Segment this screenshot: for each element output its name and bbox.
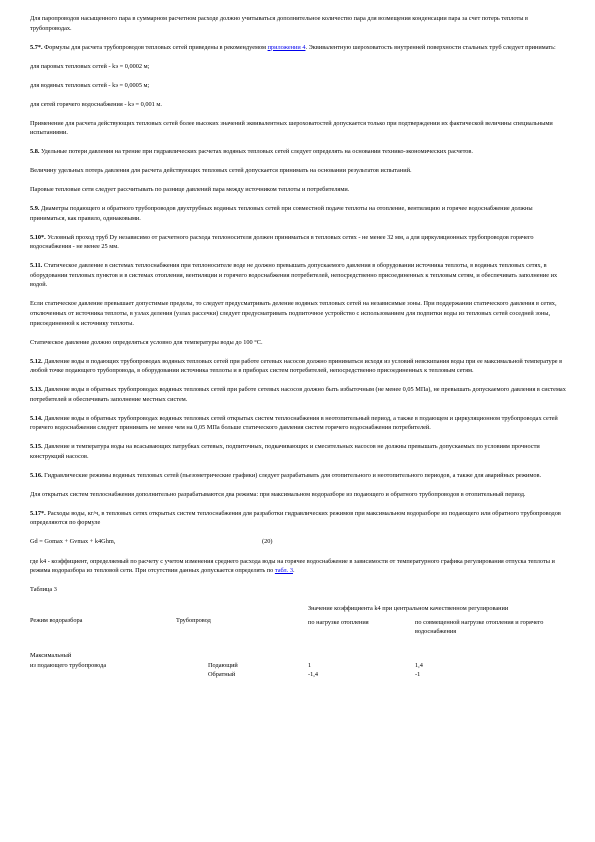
clause-text: Гидравлические режимы водяных тепловых сетей (пьезометрические графики) следует разрабатывать для отопительного и неотопительного периодов, а также для аварийных режимов. [42, 471, 542, 479]
paragraph-pressure-loss-tests: Величину удельных потерь давления для расчета действующих тепловых сетей допускается принимать на основании результатов испытаний. [30, 167, 412, 175]
clause-5-14 [30, 414, 570, 433]
paragraph-roughness-tests: Применение для расчета действующих тепловых сетей более высоких значений эквивалентных шероховатостей допускается только при подтверждении их фактической величины специальными испытаниями. [30, 119, 553, 137]
header-heating-load: по нагрузке отопления [308, 618, 369, 626]
header-coefficient: Значение коэффициента k4 при центральном качественном регулировании [308, 605, 509, 613]
clause-text: Диаметры подающего и обратного трубопроводов двухтрубных водяных тепловых сетей при совместной подаче теплоты на отопление, вентиляцию и горячее водоснабжение должны приниматься, как правило, одинаковыми. [30, 205, 533, 222]
document-page [30, 14, 570, 680]
clause-number: 5.17*. [30, 509, 46, 517]
formula-number: (20) [262, 538, 273, 546]
table-row [30, 670, 570, 680]
clause-5-16 [30, 471, 570, 481]
clause-number: 5.14. [30, 414, 43, 422]
clause-text: . Эквивалентную шероховатость внутренней поверхности стальных труб следует принимать: [305, 43, 556, 51]
formula-20 [30, 537, 570, 547]
clause-number: 5.15. [30, 443, 43, 451]
cell-value: -1 [415, 671, 421, 679]
cell-pipe: Подающий [208, 661, 238, 669]
roughness-hot-water: для сетей горячего водоснабжения - kэ = 0,001 м. [30, 100, 162, 108]
paragraph-k4-definition [30, 557, 570, 576]
clause-number: 5.11. [30, 262, 43, 270]
row-label-supply-mode: из подающего трубопровода [30, 661, 107, 669]
table-header-row [30, 604, 570, 618]
paragraph-open-systems: Для открытых систем теплоснабжения дополнительно разрабатываются два режима: при максимальном водоразборе из подающего и обратного трубопроводов в отопительный период. [30, 490, 526, 498]
table-row [30, 637, 570, 661]
paragraph-independent-zones: Если статическое давление превышает допустимые пределы, то следует предусматривать деление водяных тепловых сетей на независимые зоны. При поддержании статического давления в сетях, отключенных от источника теплоты, в узлах деления (узлах рассечки) следует предусматривать подпиточное устройство с использованием для подпитки воды из тепловых сетей соседней зоны, присоединенной к источнику теплоты. [30, 300, 557, 327]
cell-value: 1 [308, 661, 312, 669]
cell-value: 1,4 [415, 661, 423, 669]
clause-5-12 [30, 357, 570, 376]
clause-5-10 [30, 233, 570, 252]
clause-number: 5.8. [30, 148, 40, 156]
appendix-4-link[interactable]: приложении 4 [267, 43, 306, 51]
clause-5-7 [30, 43, 570, 53]
clause-text: Условный проход труб Dy независимо от расчетного расхода теплоносителя должен приниматься в тепловых сетях - не менее 32 мм, а для циркуляционных трубопроводов горячего водоснабжения - не менее 25 мм. [30, 233, 534, 251]
clause-text: Статическое давление в системах теплоснабжения при теплоносителе воде не должно превышать допускаемого давления в оборудовании источника теплоты, в водяных тепловых сетях, в оборудовании тепловых пунктов и в системах отопления, вентиляции и горячего водоснабжения потребителей, непосредственно присоединенных к тепловым сетям, и обеспечивать заполнение их водой. [30, 262, 558, 289]
row-label-max: Максимальный [30, 651, 72, 659]
clause-5-8 [30, 147, 570, 157]
clause-5-17 [30, 509, 570, 528]
cell-value: -1,4 [308, 671, 318, 679]
clause-5-13 [30, 385, 570, 404]
clause-number: 5.16. [30, 471, 43, 479]
clause-5-9 [30, 204, 570, 223]
header-pipe: Трубопровод [176, 616, 211, 624]
k4-text: где k4 - коэффициент, определяемый по расчету с учетом изменения среднего расхода воды на горячее водоснабжение в зависимости от температурного графика регулирования отпуска теплоты и режима водоразбора из тепловой сети. При отсутствии данных допускается определять по [30, 557, 555, 575]
clause-text: Давление и температура воды на всасывающих патрубках сетевых, подпиточных, подкачивающих и смесительных насосов не должны превышать допускаемых по условиям прочности конструкций насосов. [30, 443, 540, 460]
clause-number: 5.13. [30, 386, 43, 394]
table-row [30, 661, 570, 671]
clause-number: 5.12. [30, 357, 43, 365]
table-3 [30, 604, 570, 680]
clause-text: Удельные потери давления на трение при гидравлических расчетах водяных тепловых сетей следует определять на основании технико-экономических расчетов. [39, 148, 473, 156]
header-combined-load: по совмещенной нагрузке отопления и горячего водоснабжения [415, 618, 544, 636]
table-caption: Таблица 3 [30, 586, 57, 594]
table-3-link[interactable]: табл. 3 [274, 567, 294, 575]
clause-text: Давление воды в обратных трубопроводах водяных тепловых сетей открытых систем теплоснабжения в неотопительный период, а также в подающем и циркуляционном трубопроводах сетей горячего водоснабжения следует принимать не менее чем на 0,05 МПа больше статического давления систем горячего водоснабжения потребителей. [30, 414, 558, 432]
clause-number: 5.10*. [30, 233, 46, 241]
paragraph-static-pressure: Статическое давление должно определяться условно для температуры воды до 100 °С. [30, 338, 263, 346]
roughness-water: для водяных тепловых сетей - kэ = 0,0005 м; [30, 81, 150, 89]
header-mode: Режим водоразбора [30, 616, 83, 624]
clause-number: 5.9. [30, 205, 40, 213]
clause-text: Давление воды в подающих трубопроводах водяных тепловых сетей при работе сетевых насосов должно приниматься исходя из условий невскипания воды при ее максимальной температуре в любой точке подающего трубопровода, в оборудовании источника теплоты и в приборах систем потребителей, непосредственно присоединенных к тепловым сетям. [30, 357, 563, 375]
clause-text: Давление воды в обратных трубопроводах водяных тепловых сетей при работе сетевых насосов должно быть избыточным (не менее 0,05 МПа), не превышать допускаемого давления в системах потребителей и обеспечивать заполнение местных систем. [30, 386, 566, 403]
clause-text: Расходы воды, кг/ч, в тепловых сетях открытых систем теплоснабжения для разработки гидравлических режимов при максимальном водоразборе из подающего или обратного трубопроводов определяются по формуле [30, 509, 561, 527]
clause-number: 5.7*. [30, 43, 43, 51]
paragraph-steam-condensation: Для паропроводов насыщенного пара в суммарном расчетном расходе должно учитываться дополнительное количество пара для возмещения конденсации пара за счет потерь теплоты в трубопроводах. [30, 15, 528, 32]
clause-text: Формулы для расчета трубопроводов тепловых сетей приведены в рекомендуемом [42, 43, 268, 51]
clause-5-11 [30, 261, 570, 290]
cell-pipe: Обратный [208, 671, 236, 679]
formula-expression: Gd = Gomax + Gvmax + k4Ghm, [30, 538, 116, 546]
paragraph-steam-networks: Паровые тепловые сети следует рассчитывать по разнице давлений пара между источником теплоты и потребителями. [30, 186, 350, 194]
k4-text-end: . [293, 567, 295, 575]
roughness-steam: для паровых тепловых сетей - kэ = 0,0002 м; [30, 62, 150, 70]
clause-5-15 [30, 442, 570, 461]
